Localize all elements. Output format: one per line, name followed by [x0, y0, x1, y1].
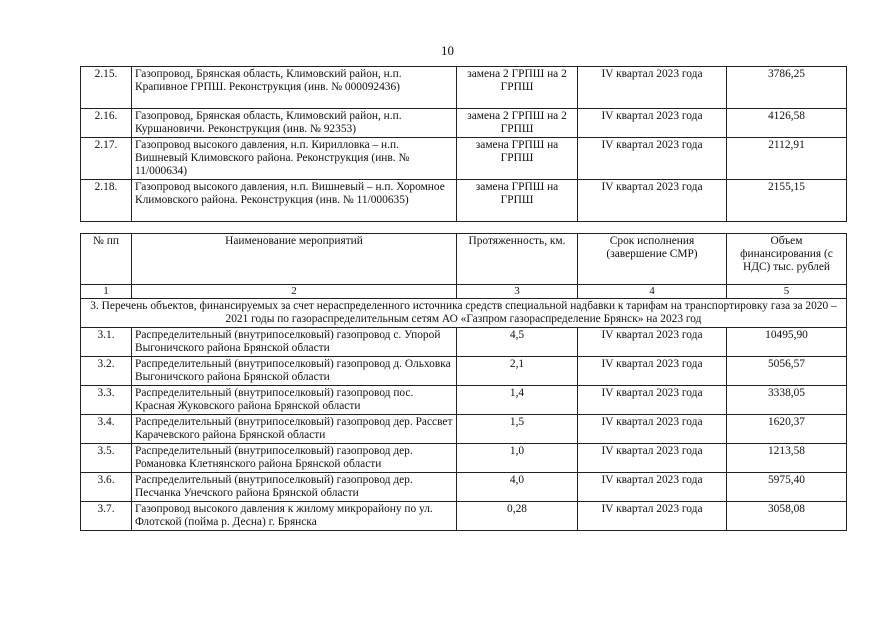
row-number: 3.2. [81, 357, 132, 386]
row-number: 3.7. [81, 502, 132, 531]
row-name: Газопровод, Брянская область, Климовский район, н.п. Крапивное ГРПШ. Реконструкция (инв. № 000092436) [132, 67, 457, 109]
header-num: № пп [81, 234, 132, 285]
row-amount: 2155,15 [727, 180, 847, 222]
table-row [81, 415, 847, 444]
column-index: 1 [81, 285, 132, 299]
column-index: 2 [132, 285, 457, 299]
column-index: 5 [727, 285, 847, 299]
page-number: 10 [441, 43, 454, 58]
row-amount: 3338,05 [727, 386, 847, 415]
row-name: Распределительный (внутрипоселковый) газопровод дер. Романовка Клетнянского района Брянской области [132, 444, 457, 473]
row-name: Распределительный (внутрипоселковый) газопровод с. Упорой Выгоничского района Брянской области [132, 328, 457, 357]
column-index: 4 [578, 285, 727, 299]
row-name: Распределительный (внутрипоселковый) газопровод пос. Красная Жуковского района Брянской области [132, 386, 457, 415]
header-name: Наименование мероприятий [132, 234, 457, 285]
row-amount: 5975,40 [727, 473, 847, 502]
row-term: IV квартал 2023 года [578, 328, 727, 357]
row-number: 3.5. [81, 444, 132, 473]
row-term: IV квартал 2023 года [578, 502, 727, 531]
row-length: замена ГРПШ на ГРПШ [457, 138, 578, 180]
row-number: 3.3. [81, 386, 132, 415]
row-term: IV квартал 2023 года [578, 386, 727, 415]
row-term: IV квартал 2023 года [578, 444, 727, 473]
row-number: 2.17. [81, 138, 132, 180]
row-term: IV квартал 2023 года [578, 180, 727, 222]
table-row [81, 180, 847, 222]
table-row [81, 138, 847, 180]
column-index: 3 [457, 285, 578, 299]
header-amount: Объем финансирования (с НДС) тыс. рублей [727, 234, 847, 285]
row-number: 3.6. [81, 473, 132, 502]
row-number: 2.16. [81, 109, 132, 138]
row-term: IV квартал 2023 года [578, 67, 727, 109]
row-amount: 4126,58 [727, 109, 847, 138]
row-length: 1,4 [457, 386, 578, 415]
row-length: замена ГРПШ на ГРПШ [457, 180, 578, 222]
row-length: замена 2 ГРПШ на 2 ГРПШ [457, 67, 578, 109]
row-term: IV квартал 2023 года [578, 357, 727, 386]
table-row [81, 328, 847, 357]
row-number: 2.15. [81, 67, 132, 109]
row-term: IV квартал 2023 года [578, 109, 727, 138]
table-row [81, 109, 847, 138]
row-name: Распределительный (внутрипоселковый) газопровод д. Ольховка Выгоничского района Брянской области [132, 357, 457, 386]
row-name: Газопровод высокого давления, н.п. Вишневый – н.п. Хоромное Климовского района. Реконструкция (инв. № 11/000635) [132, 180, 457, 222]
row-number: 3.4. [81, 415, 132, 444]
row-amount: 10495,90 [727, 328, 847, 357]
table-row [81, 67, 847, 109]
row-amount: 3058,08 [727, 502, 847, 531]
row-length: замена 2 ГРПШ на 2 ГРПШ [457, 109, 578, 138]
row-term: IV квартал 2023 года [578, 138, 727, 180]
table-row [81, 444, 847, 473]
table-row [81, 473, 847, 502]
row-amount: 1620,37 [727, 415, 847, 444]
row-length: 1,5 [457, 415, 578, 444]
row-length: 2,1 [457, 357, 578, 386]
table-row [81, 386, 847, 415]
row-term: IV квартал 2023 года [578, 473, 727, 502]
column-index-row [81, 285, 847, 299]
row-length: 0,28 [457, 502, 578, 531]
header-term: Срок исполнения (завершение СМР) [578, 234, 727, 285]
row-name: Газопровод, Брянская область, Климовский район, н.п. Куршановичи. Реконструкция (инв. № 92353) [132, 109, 457, 138]
header-length: Протяженность, км. [457, 234, 578, 285]
row-number: 2.18. [81, 180, 132, 222]
row-amount: 5056,57 [727, 357, 847, 386]
row-length: 4,0 [457, 473, 578, 502]
row-name: Распределительный (внутрипоселковый) газопровод дер. Песчанка Унечского района Брянской области [132, 473, 457, 502]
objects-table [80, 233, 847, 531]
table-row [81, 357, 847, 386]
row-name: Газопровод высокого давления к жилому микрорайону по ул. Флотской (пойма р. Десна) г. Брянска [132, 502, 457, 531]
table-header-row [81, 234, 847, 285]
row-length: 4,5 [457, 328, 578, 357]
row-length: 1,0 [457, 444, 578, 473]
row-number: 3.1. [81, 328, 132, 357]
section-title: 3. Перечень объектов, финансируемых за счет нераспределенного источника средств специальной надбавки к тарифам на транспортировку газа за 2020 – 2021 годы по газораспределительным сетям АО «Газпром газораспределение Брянск» на 2023 год [81, 299, 847, 328]
row-amount: 3786,25 [727, 67, 847, 109]
row-name: Распределительный (внутрипоселковый) газопровод дер. Рассвет Карачевского района Брянской области [132, 415, 457, 444]
row-amount: 1213,58 [727, 444, 847, 473]
row-name: Газопровод высокого давления, н.п. Кирилловка – н.п. Вишневый Климовского района. Реконструкция (инв. № 11/000634) [132, 138, 457, 180]
continued-table [80, 66, 847, 222]
row-term: IV квартал 2023 года [578, 415, 727, 444]
row-amount: 2112,91 [727, 138, 847, 180]
section-row [81, 299, 847, 328]
table-row [81, 502, 847, 531]
